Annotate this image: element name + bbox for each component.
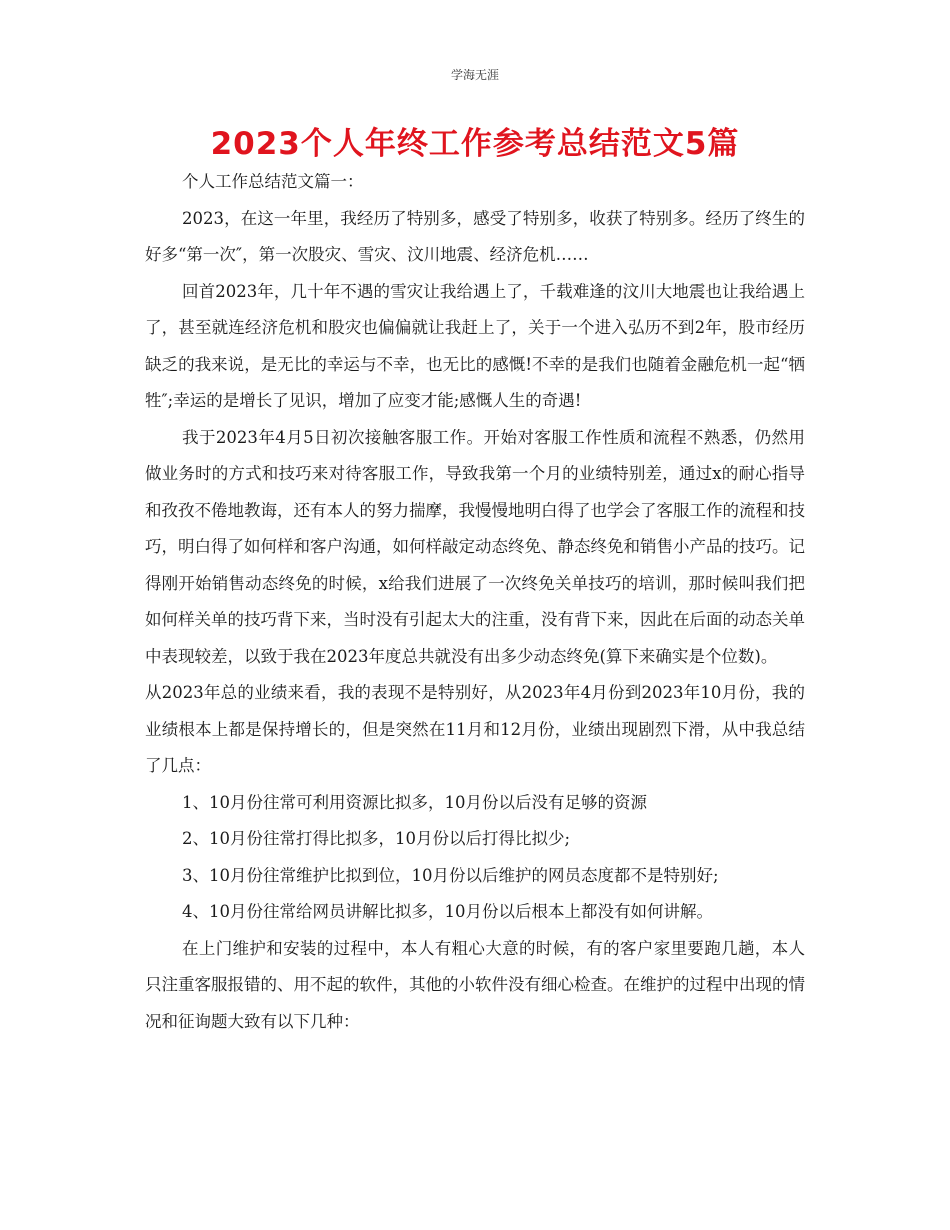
list-item: 2、10月份往常打得比拟多，10月份以后打得比拟少; — [182, 829, 571, 848]
paragraph: 在上门维护和安装的过程中，本人有粗心大意的时候，有的客户家里要跑几趟，本人只注重客服报错的、用不起的软件，其他的小软件没有细心检查。在维护的过程中出现的情况和征询题大致有以下几种： — [145, 938, 805, 1031]
paragraph: 2023，在这一年里，我经历了特别多，感受了特别多，收获了特别多。经历了终生的好多“第一次″，第一次股灾、雪灾、汶川地震、经济危机…… — [145, 208, 805, 264]
paragraph: 从2023年总的业绩来看，我的表现不是特别好，从2023年4月份到2023年10月份，我的业绩根本上都是保持增长的，但是突然在11月和12月份，业绩出现剧烈下滑，从中我总结了几点： — [145, 683, 805, 775]
paragraph: 我于2023年4月5日初次接触客服工作。开始对客服工作性质和流程不熟悉，仍然用做业务时的方式和技巧来对待客服工作，导致我第一个月的业绩特别差，通过x的耐心指导和孜孜不倦地教诲，还有本人的努力揣摩，我慢慢地明白得了也学会了客服工作的流程和技巧，明白得了如何样和客户沟通，如何样敲定动态终免、静态终免和销售小产品的技巧。记得刚开始销售动态终免的时候，x给我们进展了一次终免关单技巧的培训，那时候叫我们把如何样关单的技巧背下来，当时没有引起太大的注重，没有背下来，因此在后面的动态关单中表现较差，以致于我在2023年度总共就没有出多少动态终免(算下来确实是个位数)。 — [145, 427, 805, 666]
document-body — [145, 164, 805, 1040]
list-item: 4、10月份往常给网员讲解比拟多，10月份以后根本上都没有如何讲解。 — [182, 902, 713, 921]
list-item: 1、10月份往常可利用资源比拟多，10月份以后没有足够的资源 — [182, 792, 647, 812]
page-header: 学海无涯 — [450, 68, 499, 82]
document-title: 2023个人年终工作参考总结范文5篇 — [210, 126, 740, 162]
list-item: 3、10月份往常维护比拟到位，10月份以后维护的网员态度都不是特别好; — [182, 865, 719, 885]
paragraph: 回首2023年，几十年不遇的雪灾让我给遇上了，千载难逢的汶川大地震也让我给遇上了，甚至就连经济危机和股灾也偏偏就让我赶上了，关于一个进入弘历不到2年，股市经历缺乏的我来说，是无比的幸运与不幸，也无比的感慨!不幸的是我们也随着金融危机一起“牺牲″;幸运的是增长了见识，增加了应变才能;感慨人生的奇遇! — [145, 281, 805, 410]
section-heading: 个人工作总结范文篇一： — [182, 172, 364, 191]
